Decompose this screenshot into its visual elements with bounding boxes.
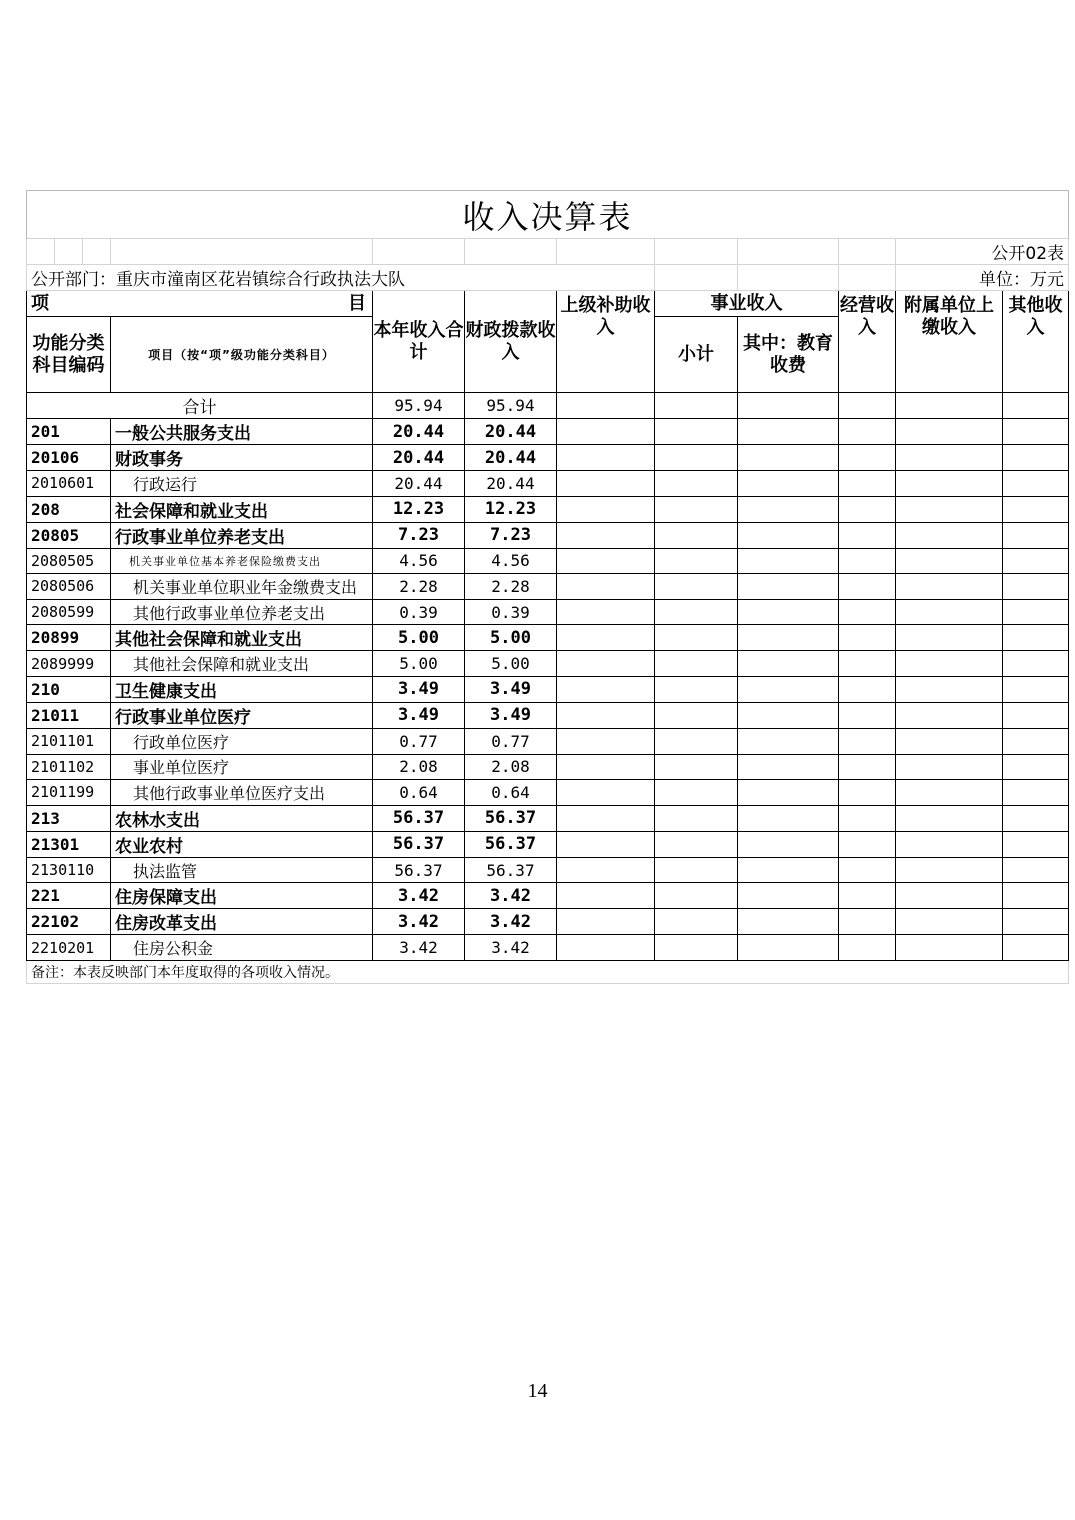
row-empty-cell: [557, 574, 655, 600]
table-row: [27, 935, 1069, 961]
row-fiscal: 20.44: [465, 471, 557, 497]
row-name: 农业农村: [111, 831, 373, 857]
row-empty-cell: [896, 651, 1003, 677]
row-empty-cell: [896, 805, 1003, 831]
row-total: 20.44: [373, 471, 465, 497]
career-income-header: 事业收入: [655, 291, 839, 317]
total-fiscal-value: 95.94: [465, 393, 557, 419]
row-empty-cell: [655, 574, 738, 600]
row-empty-cell: [839, 651, 896, 677]
row-empty-cell: [557, 883, 655, 909]
table-row: [27, 909, 1069, 935]
row-empty-cell: [896, 754, 1003, 780]
row-name: 行政单位医疗: [111, 728, 373, 754]
row-empty-cell: [738, 651, 839, 677]
note-table: [26, 961, 1069, 984]
row-code: 21011: [27, 702, 111, 728]
row-empty-cell: [738, 471, 839, 497]
row-fiscal: 4.56: [465, 548, 557, 574]
row-empty-cell: [655, 471, 738, 497]
row-empty-cell: [655, 445, 738, 471]
row-name: 其他社会保障和就业支出: [111, 651, 373, 677]
row-total: 5.00: [373, 625, 465, 651]
row-name: 其他行政事业单位医疗支出: [111, 780, 373, 806]
row-code: 208: [27, 496, 111, 522]
row-empty-cell: [1003, 909, 1069, 935]
row-empty-cell: [1003, 857, 1069, 883]
row-empty-cell: [557, 599, 655, 625]
row-empty-cell: [1003, 496, 1069, 522]
row-fiscal: 0.77: [465, 728, 557, 754]
row-fiscal: 0.39: [465, 599, 557, 625]
row-total: 3.42: [373, 883, 465, 909]
row-name: 卫生健康支出: [111, 676, 373, 702]
row-empty-cell: [896, 574, 1003, 600]
row-empty-cell: [557, 471, 655, 497]
department-label: 公开部门：重庆市潼南区花岩镇综合行政执法大队: [27, 265, 655, 291]
row-empty-cell: [557, 780, 655, 806]
income-statement-sheet: [26, 190, 1068, 984]
table-row: [27, 548, 1069, 574]
row-name: 住房改革支出: [111, 909, 373, 935]
row-total: 56.37: [373, 831, 465, 857]
row-code: 2101102: [27, 754, 111, 780]
code-col-header: 功能分类科目编码: [27, 317, 111, 393]
row-total: 56.37: [373, 805, 465, 831]
total-income-value: 95.94: [373, 393, 465, 419]
row-code: 221: [27, 883, 111, 909]
note-text: 备注：本表反映部门本年度取得的各项收入情况。: [27, 961, 1069, 984]
row-name: 机关事业单位基本养老保险缴费支出: [111, 548, 373, 574]
row-empty-cell: [738, 935, 839, 961]
row-empty-cell: [738, 548, 839, 574]
row-code: 2080599: [27, 599, 111, 625]
row-empty-cell: [655, 857, 738, 883]
total-income-header: 本年收入合计: [373, 291, 465, 393]
row-name: 其他社会保障和就业支出: [111, 625, 373, 651]
row-fiscal: 5.00: [465, 625, 557, 651]
row-fiscal: 12.23: [465, 496, 557, 522]
row-empty-cell: [1003, 883, 1069, 909]
row-empty-cell: [896, 471, 1003, 497]
row-empty-cell: [738, 728, 839, 754]
row-empty-cell: [1003, 780, 1069, 806]
row-name: 财政事务: [111, 445, 373, 471]
row-empty-cell: [738, 831, 839, 857]
row-empty-cell: [839, 496, 896, 522]
row-empty-cell: [557, 857, 655, 883]
table-row: [27, 676, 1069, 702]
row-total: 3.42: [373, 909, 465, 935]
row-name: 行政事业单位养老支出: [111, 522, 373, 548]
row-empty-cell: [839, 574, 896, 600]
row-total: 0.64: [373, 780, 465, 806]
row-empty-cell: [557, 548, 655, 574]
row-empty-cell: [839, 445, 896, 471]
row-empty-cell: [738, 522, 839, 548]
row-empty-cell: [655, 883, 738, 909]
table-row: [27, 445, 1069, 471]
row-fiscal: 5.00: [465, 651, 557, 677]
row-empty-cell: [896, 625, 1003, 651]
row-empty-cell: [557, 702, 655, 728]
row-empty-cell: [655, 754, 738, 780]
table-row: [27, 754, 1069, 780]
row-empty-cell: [738, 857, 839, 883]
row-total: 20.44: [373, 419, 465, 445]
row-fiscal: 20.44: [465, 445, 557, 471]
row-empty-cell: [839, 471, 896, 497]
row-empty-cell: [738, 909, 839, 935]
row-empty-cell: [896, 883, 1003, 909]
table-row: [27, 496, 1069, 522]
row-empty-cell: [896, 522, 1003, 548]
row-empty-cell: [655, 702, 738, 728]
row-empty-cell: [896, 496, 1003, 522]
page-title: 收入决算表: [27, 191, 1069, 239]
row-empty-cell: [1003, 471, 1069, 497]
row-total: 3.49: [373, 676, 465, 702]
row-total: 7.23: [373, 522, 465, 548]
row-empty-cell: [655, 419, 738, 445]
total-row: [27, 393, 1069, 419]
row-empty-cell: [839, 702, 896, 728]
row-fiscal: 56.37: [465, 857, 557, 883]
row-fiscal: 0.64: [465, 780, 557, 806]
row-empty-cell: [896, 419, 1003, 445]
row-empty-cell: [839, 857, 896, 883]
row-empty-cell: [1003, 831, 1069, 857]
row-code: 20899: [27, 625, 111, 651]
edu-fee-header: 其中：教育收费: [738, 317, 839, 393]
row-total: 3.42: [373, 935, 465, 961]
row-empty-cell: [896, 857, 1003, 883]
row-empty-cell: [738, 574, 839, 600]
row-name: 其他行政事业单位养老支出: [111, 599, 373, 625]
row-empty-cell: [896, 599, 1003, 625]
row-empty-cell: [557, 445, 655, 471]
row-empty-cell: [738, 702, 839, 728]
row-name: 住房公积金: [111, 935, 373, 961]
row-empty-cell: [1003, 754, 1069, 780]
row-total: 2.08: [373, 754, 465, 780]
row-name: 执法监管: [111, 857, 373, 883]
row-empty-cell: [738, 445, 839, 471]
row-empty-cell: [1003, 935, 1069, 961]
row-empty-cell: [839, 831, 896, 857]
row-empty-cell: [655, 805, 738, 831]
page-number: 14: [527, 1380, 548, 1402]
row-empty-cell: [896, 909, 1003, 935]
row-empty-cell: [655, 676, 738, 702]
table-row: [27, 471, 1069, 497]
subtotal-header: 小计: [655, 317, 738, 393]
table-number: 公开02表: [896, 239, 1069, 265]
row-total: 56.37: [373, 857, 465, 883]
row-code: 210: [27, 676, 111, 702]
row-total: 2.28: [373, 574, 465, 600]
row-empty-cell: [839, 625, 896, 651]
row-fiscal: 20.44: [465, 419, 557, 445]
table-row: [27, 625, 1069, 651]
row-empty-cell: [1003, 702, 1069, 728]
row-empty-cell: [839, 883, 896, 909]
row-fiscal: 3.49: [465, 702, 557, 728]
row-empty-cell: [557, 831, 655, 857]
row-code: 20805: [27, 522, 111, 548]
row-empty-cell: [896, 445, 1003, 471]
row-empty-cell: [655, 625, 738, 651]
row-code: 2010601: [27, 471, 111, 497]
item-header: [27, 291, 373, 317]
row-total: 4.56: [373, 548, 465, 574]
row-empty-cell: [839, 548, 896, 574]
row-empty-cell: [839, 522, 896, 548]
fiscal-header: 财政拨款收入: [465, 291, 557, 393]
row-empty-cell: [738, 625, 839, 651]
row-total: 3.49: [373, 702, 465, 728]
row-empty-cell: [896, 676, 1003, 702]
row-empty-cell: [655, 780, 738, 806]
row-empty-cell: [557, 676, 655, 702]
table-row: [27, 574, 1069, 600]
row-empty-cell: [655, 599, 738, 625]
row-name: 社会保障和就业支出: [111, 496, 373, 522]
row-total: 20.44: [373, 445, 465, 471]
row-empty-cell: [557, 522, 655, 548]
row-empty-cell: [655, 909, 738, 935]
row-code: 2089999: [27, 651, 111, 677]
business-header: 经营收入: [839, 291, 896, 393]
row-name: 机关事业单位职业年金缴费支出: [111, 574, 373, 600]
row-name: 住房保障支出: [111, 883, 373, 909]
row-empty-cell: [839, 676, 896, 702]
row-empty-cell: [1003, 548, 1069, 574]
row-empty-cell: [738, 496, 839, 522]
row-code: 21301: [27, 831, 111, 857]
row-empty-cell: [738, 883, 839, 909]
row-empty-cell: [655, 831, 738, 857]
table-row: [27, 728, 1069, 754]
row-empty-cell: [896, 935, 1003, 961]
row-code: 2080505: [27, 548, 111, 574]
row-empty-cell: [738, 676, 839, 702]
table-row: [27, 805, 1069, 831]
row-empty-cell: [1003, 522, 1069, 548]
row-empty-cell: [557, 754, 655, 780]
table-row: [27, 831, 1069, 857]
row-empty-cell: [1003, 805, 1069, 831]
income-table: [26, 190, 1069, 961]
other-income-header: 其他收入: [1003, 291, 1069, 393]
row-fiscal: 56.37: [465, 831, 557, 857]
table-row: [27, 883, 1069, 909]
row-fiscal: 3.49: [465, 676, 557, 702]
row-empty-cell: [738, 780, 839, 806]
row-empty-cell: [557, 935, 655, 961]
row-empty-cell: [896, 780, 1003, 806]
row-name: 事业单位医疗: [111, 754, 373, 780]
row-empty-cell: [738, 419, 839, 445]
item-header-left: 项: [31, 293, 49, 314]
row-empty-cell: [896, 831, 1003, 857]
row-code: 2130110: [27, 857, 111, 883]
row-empty-cell: [1003, 625, 1069, 651]
row-code: 2101101: [27, 728, 111, 754]
row-name: 行政事业单位医疗: [111, 702, 373, 728]
table-row: [27, 599, 1069, 625]
row-empty-cell: [738, 754, 839, 780]
row-empty-cell: [839, 728, 896, 754]
row-total: 5.00: [373, 651, 465, 677]
row-code: 213: [27, 805, 111, 831]
row-empty-cell: [738, 805, 839, 831]
row-empty-cell: [557, 625, 655, 651]
row-empty-cell: [1003, 676, 1069, 702]
row-code: 2101199: [27, 780, 111, 806]
row-fiscal: 3.42: [465, 909, 557, 935]
row-empty-cell: [839, 805, 896, 831]
row-fiscal: 7.23: [465, 522, 557, 548]
row-empty-cell: [655, 548, 738, 574]
row-total: 0.77: [373, 728, 465, 754]
table-row: [27, 702, 1069, 728]
row-fiscal: 2.28: [465, 574, 557, 600]
row-empty-cell: [1003, 419, 1069, 445]
row-total: 12.23: [373, 496, 465, 522]
row-empty-cell: [1003, 599, 1069, 625]
row-total: 0.39: [373, 599, 465, 625]
row-empty-cell: [896, 702, 1003, 728]
row-empty-cell: [839, 909, 896, 935]
row-empty-cell: [557, 419, 655, 445]
row-empty-cell: [655, 728, 738, 754]
table-row: [27, 419, 1069, 445]
name-col-header: 项目（按“项”级功能分类科目）: [111, 317, 373, 393]
row-empty-cell: [655, 522, 738, 548]
row-code: 2210201: [27, 935, 111, 961]
table-row: [27, 780, 1069, 806]
row-empty-cell: [1003, 651, 1069, 677]
row-empty-cell: [896, 728, 1003, 754]
row-empty-cell: [557, 651, 655, 677]
unit-label: 单位：万元: [896, 265, 1069, 291]
row-empty-cell: [839, 599, 896, 625]
row-empty-cell: [896, 548, 1003, 574]
table-row: [27, 651, 1069, 677]
item-header-right: 目: [348, 293, 366, 314]
row-code: 201: [27, 419, 111, 445]
row-empty-cell: [557, 728, 655, 754]
row-empty-cell: [839, 754, 896, 780]
row-empty-cell: [655, 496, 738, 522]
row-name: 行政运行: [111, 471, 373, 497]
row-code: 22102: [27, 909, 111, 935]
row-empty-cell: [655, 935, 738, 961]
row-empty-cell: [557, 909, 655, 935]
row-empty-cell: [557, 805, 655, 831]
superior-header: 上级补助收入: [557, 291, 655, 393]
row-name: 农林水支出: [111, 805, 373, 831]
table-row: [27, 522, 1069, 548]
row-name: 一般公共服务支出: [111, 419, 373, 445]
row-empty-cell: [1003, 574, 1069, 600]
table-row: [27, 857, 1069, 883]
row-fiscal: 3.42: [465, 883, 557, 909]
row-fiscal: 2.08: [465, 754, 557, 780]
row-fiscal: 3.42: [465, 935, 557, 961]
row-code: 2080506: [27, 574, 111, 600]
row-empty-cell: [839, 419, 896, 445]
row-code: 20106: [27, 445, 111, 471]
row-empty-cell: [839, 935, 896, 961]
row-empty-cell: [1003, 445, 1069, 471]
row-empty-cell: [839, 780, 896, 806]
row-fiscal: 56.37: [465, 805, 557, 831]
row-empty-cell: [557, 496, 655, 522]
row-empty-cell: [1003, 728, 1069, 754]
affiliated-header: 附属单位上缴收入: [896, 291, 1003, 393]
row-empty-cell: [738, 599, 839, 625]
total-label: 合计: [27, 393, 373, 419]
row-empty-cell: [655, 651, 738, 677]
